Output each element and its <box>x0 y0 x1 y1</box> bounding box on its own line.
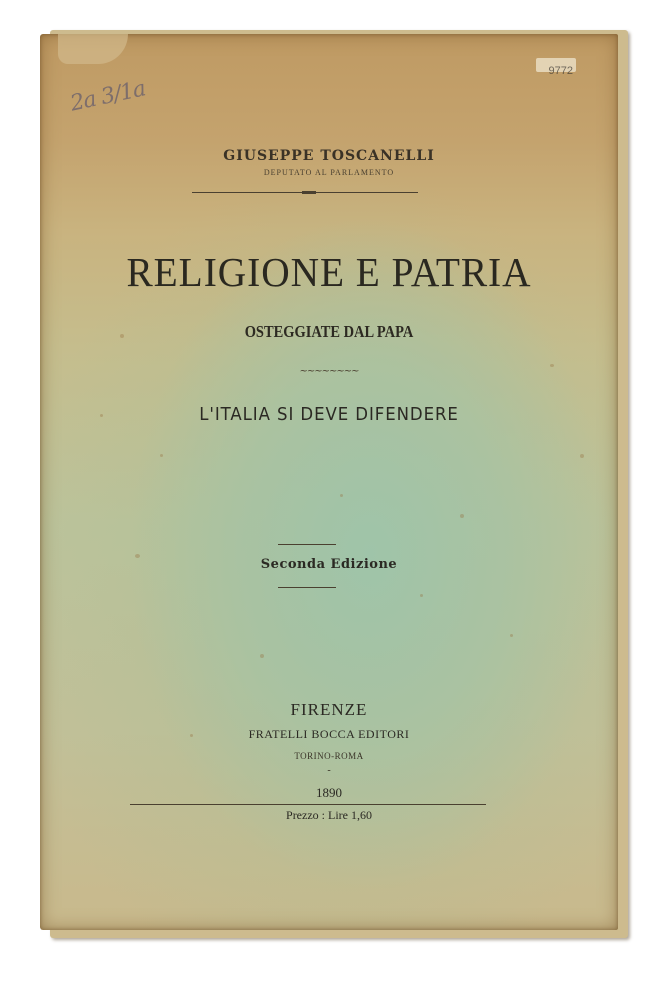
author-role: DEPUTATO AL PARLAMENTO <box>263 168 395 177</box>
edition-rule-top <box>278 544 336 545</box>
foxing-spot <box>160 454 163 457</box>
author-name: GIUSEPPE TOSCANELLI <box>223 148 435 164</box>
foxing-spot <box>580 454 584 458</box>
imprint-dash: - <box>327 765 331 776</box>
book-tagline: L'ITALIA SI DEVE DIFENDERE <box>199 404 459 425</box>
book-cover <box>40 34 618 930</box>
foxing-spot <box>460 514 464 518</box>
publisher-city: FIRENZE <box>290 700 368 719</box>
edition-rule-bottom <box>278 587 336 588</box>
publisher-name: FRATELLI BOCCA EDITORI <box>248 727 410 741</box>
price-label: Prezzo : Lire 1,60 <box>286 808 372 822</box>
cover-wear-patch <box>58 34 128 64</box>
publication-year: 1890 <box>316 785 342 800</box>
book-title: RELIGIONE E PATRIA <box>126 249 532 295</box>
publisher-places: TORINO-ROMA <box>294 751 364 761</box>
book-subtitle: OSTEGGIATE DAL PAPA <box>244 322 414 341</box>
foxing-spot <box>420 594 423 597</box>
foxing-spot <box>260 654 264 658</box>
foxing-spot <box>340 494 343 497</box>
imprint-rule <box>130 804 486 805</box>
handwritten-annotation: 2a 3/1a <box>68 76 148 117</box>
edition-label: Seconda Edizione <box>260 557 398 572</box>
foxing-spot <box>510 634 513 637</box>
stamp-number: 9772 <box>548 65 573 77</box>
author-divider-ornament <box>302 191 316 194</box>
title-ornament: ~~~~~~~~ <box>299 366 359 377</box>
